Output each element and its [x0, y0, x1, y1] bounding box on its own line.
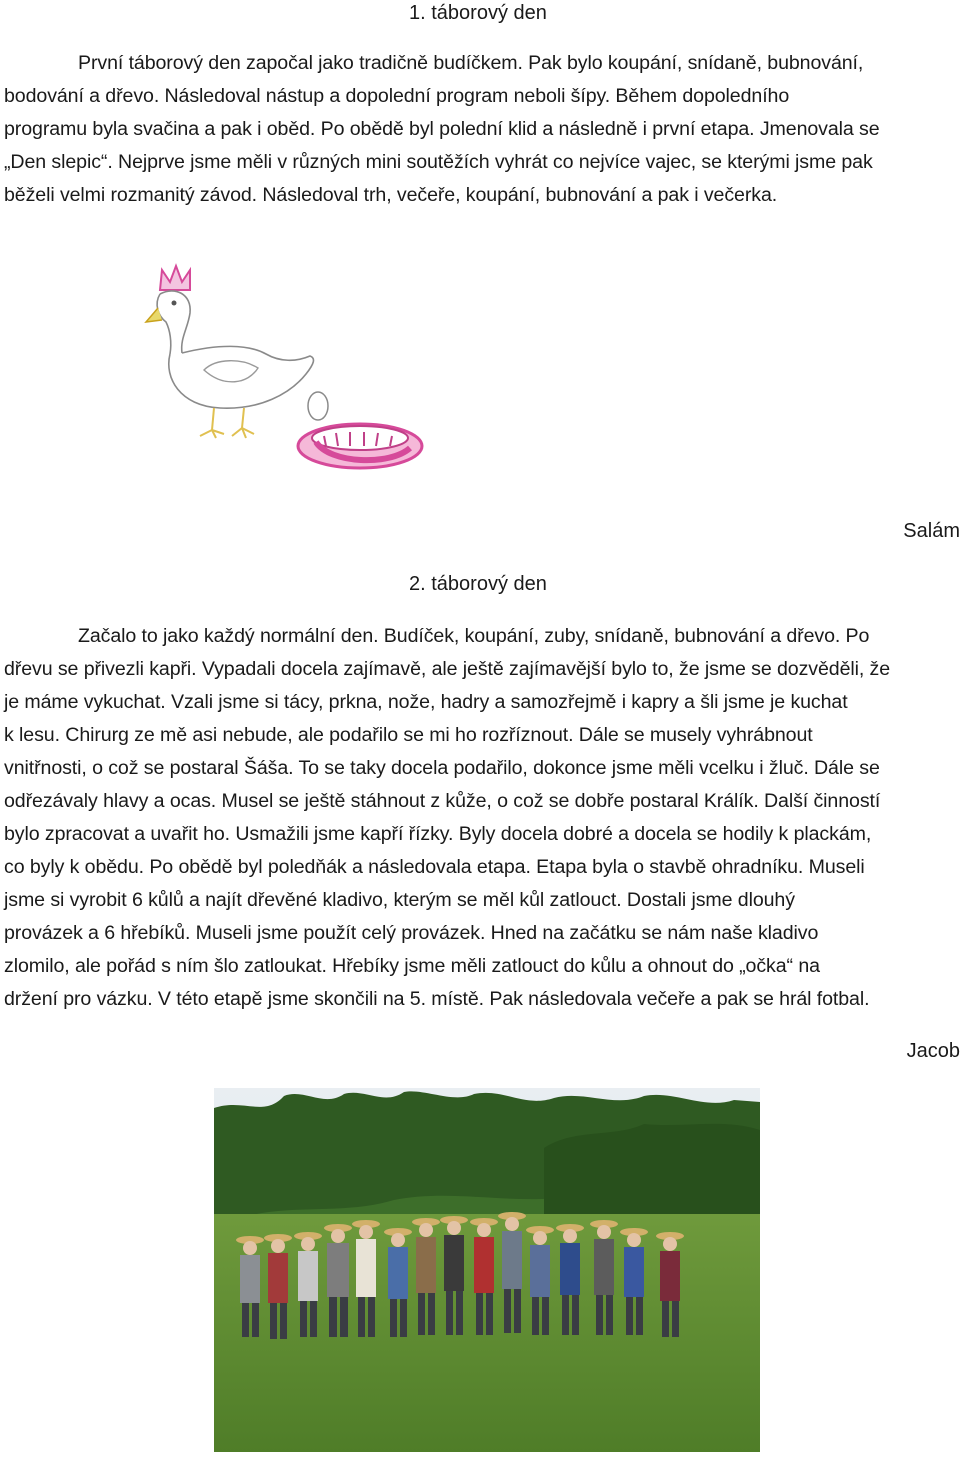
- day1-line: programu byla svačina a pak i oběd. Po obědě byl polední klid a následně i první etapa. Jmenovala se: [4, 118, 880, 140]
- day1-author: Salám: [903, 520, 960, 542]
- day2-line: držení pro vázku. V této etapě jsme skončili na 5. místě. Pak následovala večeře a pak se hrál fotbal.: [4, 988, 870, 1010]
- day1-paragraph: [4, 47, 958, 212]
- day1-line: běželi velmi rozmanitý závod. Následoval trh, večeře, koupání, bubnování a pak i večerka.: [4, 184, 778, 206]
- day2-line: vnitřnosti, o což se postaral Šáša. To se taky docela podařilo, dokonce jsme měli vcelku i žluč. Dále se: [4, 757, 880, 779]
- day2-line: bylo zpracovat a uvařit ho. Usmažili jsme kapří řízky. Byly docela dobré a docela se hodily k plackám,: [4, 823, 872, 845]
- day2-line: provázek a 6 hřebíků. Museli jsme použít celý provázek. Hned na začátku se nám naše kladivo: [4, 922, 819, 944]
- day2-paragraph: [4, 620, 958, 1016]
- day2-line: co byly k obědu. Po obědě byl poledňák a následovala etapa. Etapa byla o stavbě ohradníku. Museli: [4, 856, 865, 878]
- day2-line: k lesu. Chirurg ze mě asi nebude, ale podařilo se mi ho rozříznout. Dále se musely vyhrábnout: [4, 724, 813, 746]
- day2-line: je máme vykuchat. Vzali jsme si tácy, prkna, nože, hadry a samozřejmě i kapry a šli jsme je kuchat: [4, 691, 848, 713]
- day1-line: První táborový den započal jako tradičně budíčkem. Pak bylo koupání, snídaně, bubnování,: [78, 52, 864, 74]
- day2-line: Začalo to jako každý normální den. Budíček, koupání, zuby, snídaně, bubnování a dřevo. Po: [78, 625, 870, 647]
- day2-line: zlomilo, ale pořád s ním šlo zatloukat. Hřebíky jsme měli zatlouct do kůlu a ohnout do „očka“ na: [4, 955, 820, 977]
- group-photo: [214, 1088, 760, 1452]
- day1-title: 1. táborový den: [409, 2, 547, 24]
- day2-line: dřevu se přivezli kapři. Vypadali docela zajímavě, ale ještě zajímavější bylo to, že jsme se dozvěděli, že: [4, 658, 891, 680]
- hen-drawing: [120, 258, 450, 498]
- day2-line: odřezávaly hlavy a ocas. Musel se ještě stáhnout z kůže, o což se dobře postaral Králík. Další činností: [4, 790, 881, 812]
- day2-title: 2. táborový den: [409, 573, 547, 595]
- day2-author: Jacob: [906, 1040, 960, 1062]
- day1-line: „Den slepic“. Nejprve jsme měli v různých mini soutěžích vyhrát co nejvíce vajec, se kterými jsme pak: [4, 151, 873, 173]
- day2-line: jsme si vyrobit 6 kůlů a najít dřevěné kladivo, kterým se měl kůl zatlouct. Dostali jsme dlouhý: [4, 889, 795, 911]
- day1-line: bodování a dřevo. Následoval nástup a dopolední program neboli šípy. Během dopoledního: [4, 85, 790, 107]
